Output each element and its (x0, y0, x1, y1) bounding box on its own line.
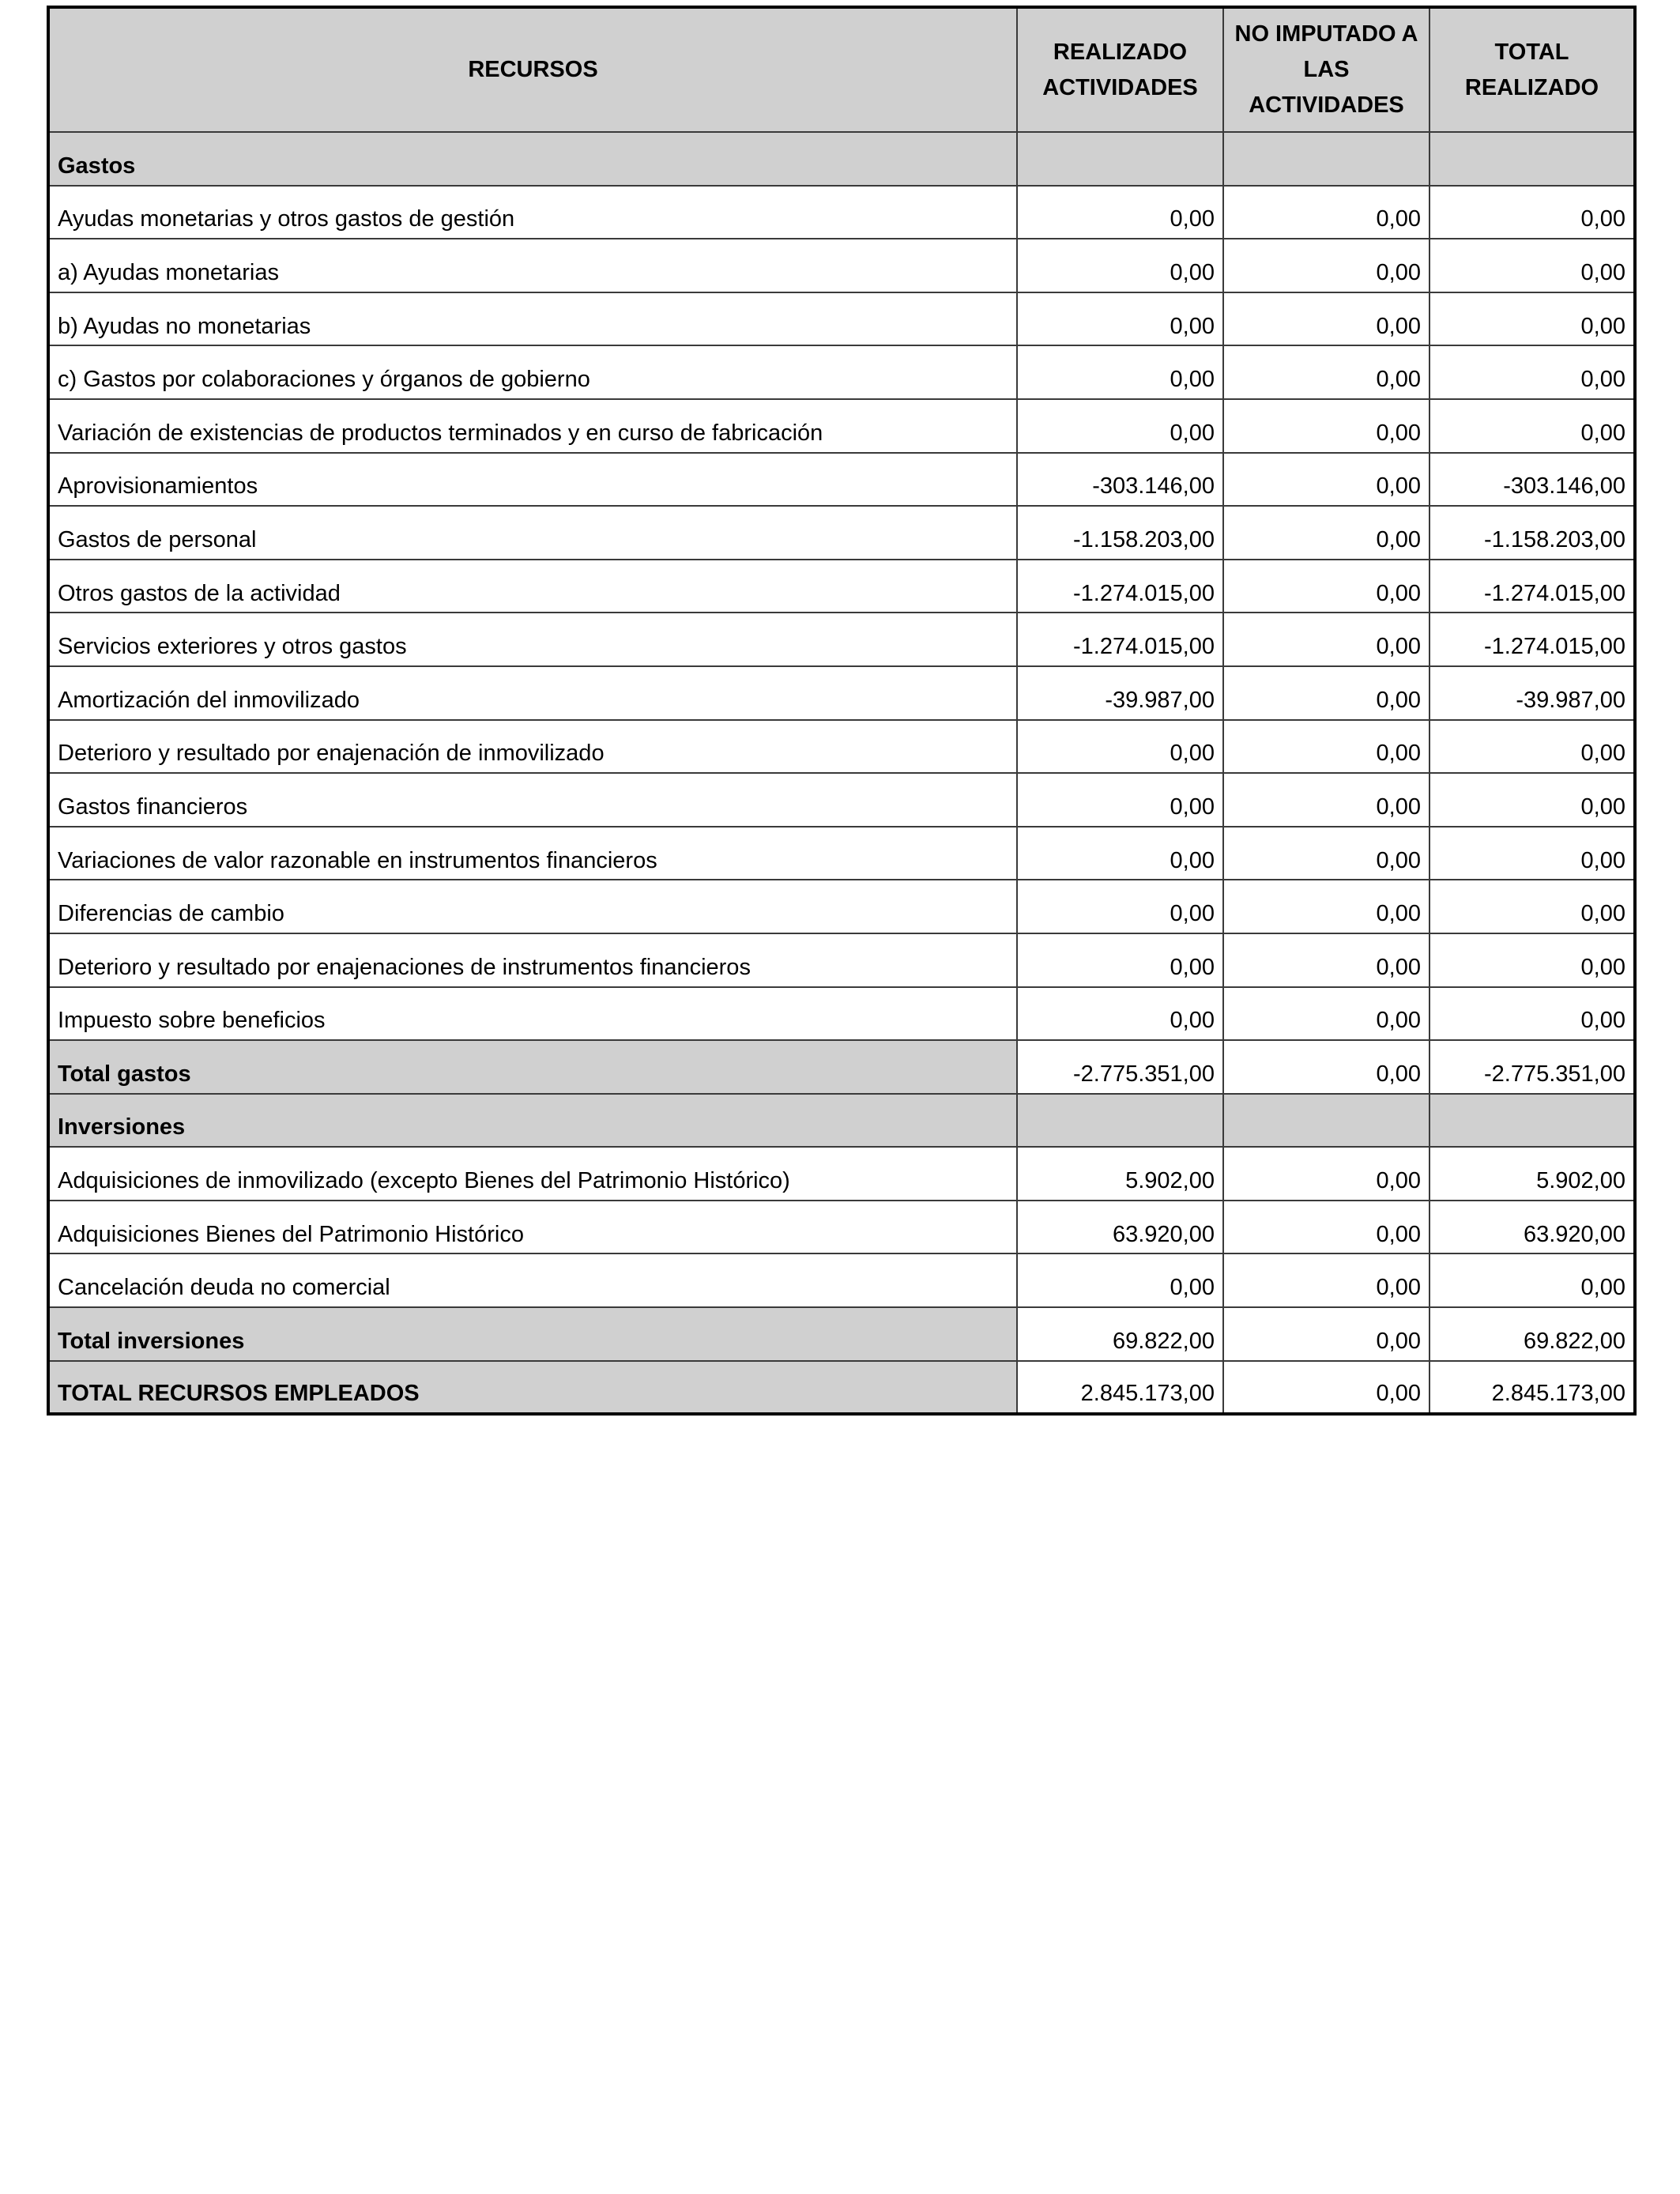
total-row-recursos-empleados (48, 1361, 1635, 1415)
cell-total: 0,00 (1430, 827, 1635, 880)
cell-no-imputado: 0,00 (1223, 1253, 1430, 1307)
table-row (48, 292, 1635, 346)
row-label: b) Ayudas no monetarias (48, 292, 1017, 346)
table-row (48, 880, 1635, 933)
table-row (48, 666, 1635, 720)
cell-no-imputado: 0,00 (1223, 345, 1430, 399)
row-label: Variación de existencias de productos terminados y en curso de fabricación (48, 399, 1017, 453)
row-label: Impuesto sobre beneficios (48, 987, 1017, 1041)
cell-realizado: 0,00 (1017, 933, 1223, 987)
cell-realizado: 0,00 (1017, 720, 1223, 774)
cell-total: 0,00 (1430, 880, 1635, 933)
row-label: Ayudas monetarias y otros gastos de gestión (48, 186, 1017, 239)
table-row (48, 239, 1635, 292)
cell-total: 0,00 (1430, 933, 1635, 987)
cell-realizado: 63.920,00 (1017, 1201, 1223, 1254)
cell-realizado (1017, 132, 1223, 186)
cell-no-imputado: 0,00 (1223, 880, 1430, 933)
table-row (48, 613, 1635, 666)
cell-no-imputado: 0,00 (1223, 1040, 1430, 1094)
table-row (48, 773, 1635, 827)
cell-realizado: 69.822,00 (1017, 1307, 1223, 1361)
section-row-gastos (48, 132, 1635, 186)
cell-total: 69.822,00 (1430, 1307, 1635, 1361)
header-row (48, 7, 1635, 132)
cell-realizado: 0,00 (1017, 880, 1223, 933)
cell-realizado: 2.845.173,00 (1017, 1361, 1223, 1415)
row-label: a) Ayudas monetarias (48, 239, 1017, 292)
cell-no-imputado: 0,00 (1223, 399, 1430, 453)
section-row-inversiones (48, 1094, 1635, 1148)
cell-total: -303.146,00 (1430, 453, 1635, 507)
row-label: Inversiones (48, 1094, 1017, 1148)
cell-no-imputado: 0,00 (1223, 1361, 1430, 1415)
row-label: Adquisiciones de inmovilizado (excepto Bienes del Patrimonio Histórico) (48, 1147, 1017, 1201)
cell-no-imputado: 0,00 (1223, 987, 1430, 1041)
header-no-imputado: NO IMPUTADO A LAS ACTIVIDADES (1223, 7, 1430, 132)
table-row (48, 720, 1635, 774)
cell-total: 0,00 (1430, 239, 1635, 292)
table-row (48, 506, 1635, 560)
row-label: Deterioro y resultado por enajenaciones de instrumentos financieros (48, 933, 1017, 987)
table-row (48, 987, 1635, 1041)
cell-no-imputado: 0,00 (1223, 933, 1430, 987)
header-total-realizado: TOTAL REALIZADO (1430, 7, 1635, 132)
cell-total (1430, 1094, 1635, 1148)
cell-total: -1.274.015,00 (1430, 560, 1635, 613)
cell-no-imputado: 0,00 (1223, 666, 1430, 720)
table-row (48, 1201, 1635, 1254)
cell-total: 0,00 (1430, 773, 1635, 827)
row-label: c) Gastos por colaboraciones y órganos de gobierno (48, 345, 1017, 399)
table-row (48, 560, 1635, 613)
cell-total: -2.775.351,00 (1430, 1040, 1635, 1094)
cell-total: 0,00 (1430, 987, 1635, 1041)
cell-no-imputado: 0,00 (1223, 239, 1430, 292)
cell-realizado: 0,00 (1017, 1253, 1223, 1307)
cell-total: 63.920,00 (1430, 1201, 1635, 1254)
row-label: Gastos (48, 132, 1017, 186)
cell-total: 0,00 (1430, 345, 1635, 399)
row-label: Aprovisionamientos (48, 453, 1017, 507)
row-label: Cancelación deuda no comercial (48, 1253, 1017, 1307)
cell-realizado (1017, 1094, 1223, 1148)
cell-no-imputado: 0,00 (1223, 560, 1430, 613)
cell-total (1430, 132, 1635, 186)
cell-no-imputado: 0,00 (1223, 506, 1430, 560)
cell-realizado: -1.274.015,00 (1017, 613, 1223, 666)
cell-total: -1.274.015,00 (1430, 613, 1635, 666)
cell-no-imputado: 0,00 (1223, 1147, 1430, 1201)
row-label: Otros gastos de la actividad (48, 560, 1017, 613)
table-row (48, 1253, 1635, 1307)
total-row-gastos (48, 1040, 1635, 1094)
row-label: Variaciones de valor razonable en instrumentos financieros (48, 827, 1017, 880)
cell-total: -1.158.203,00 (1430, 506, 1635, 560)
cell-no-imputado: 0,00 (1223, 186, 1430, 239)
cell-no-imputado: 0,00 (1223, 827, 1430, 880)
cell-total: 5.902,00 (1430, 1147, 1635, 1201)
total-row-inversiones (48, 1307, 1635, 1361)
cell-total: 0,00 (1430, 399, 1635, 453)
row-label: Diferencias de cambio (48, 880, 1017, 933)
cell-no-imputado: 0,00 (1223, 773, 1430, 827)
cell-realizado: -39.987,00 (1017, 666, 1223, 720)
cell-realizado: 0,00 (1017, 345, 1223, 399)
row-label: Gastos financieros (48, 773, 1017, 827)
table-row (48, 345, 1635, 399)
resources-table (47, 6, 1637, 1416)
row-label: Adquisiciones Bienes del Patrimonio Histórico (48, 1201, 1017, 1254)
row-label: Total inversiones (48, 1307, 1017, 1361)
cell-realizado: 0,00 (1017, 239, 1223, 292)
table-row (48, 453, 1635, 507)
cell-realizado: 5.902,00 (1017, 1147, 1223, 1201)
cell-realizado: 0,00 (1017, 186, 1223, 239)
cell-realizado: 0,00 (1017, 292, 1223, 346)
cell-no-imputado: 0,00 (1223, 1307, 1430, 1361)
table-row (48, 827, 1635, 880)
cell-total: -39.987,00 (1430, 666, 1635, 720)
table-row (48, 1147, 1635, 1201)
row-label: Gastos de personal (48, 506, 1017, 560)
cell-realizado: 0,00 (1017, 827, 1223, 880)
cell-realizado: 0,00 (1017, 987, 1223, 1041)
row-label: Amortización del inmovilizado (48, 666, 1017, 720)
cell-realizado: -303.146,00 (1017, 453, 1223, 507)
table-row (48, 399, 1635, 453)
cell-total: 0,00 (1430, 1253, 1635, 1307)
row-label: Deterioro y resultado por enajenación de inmovilizado (48, 720, 1017, 774)
cell-total: 2.845.173,00 (1430, 1361, 1635, 1415)
table-row (48, 186, 1635, 239)
cell-total: 0,00 (1430, 186, 1635, 239)
cell-realizado: -2.775.351,00 (1017, 1040, 1223, 1094)
cell-no-imputado: 0,00 (1223, 613, 1430, 666)
table-row (48, 933, 1635, 987)
cell-total: 0,00 (1430, 720, 1635, 774)
header-realizado-actividades: REALIZADO ACTIVIDADES (1017, 7, 1223, 132)
cell-realizado: -1.158.203,00 (1017, 506, 1223, 560)
cell-no-imputado (1223, 132, 1430, 186)
cell-no-imputado: 0,00 (1223, 453, 1430, 507)
cell-no-imputado: 0,00 (1223, 292, 1430, 346)
header-recursos: RECURSOS (48, 7, 1017, 132)
cell-realizado: -1.274.015,00 (1017, 560, 1223, 613)
cell-total: 0,00 (1430, 292, 1635, 346)
cell-no-imputado: 0,00 (1223, 1201, 1430, 1254)
row-label: Total gastos (48, 1040, 1017, 1094)
cell-no-imputado (1223, 1094, 1430, 1148)
row-label: Servicios exteriores y otros gastos (48, 613, 1017, 666)
cell-realizado: 0,00 (1017, 773, 1223, 827)
cell-no-imputado: 0,00 (1223, 720, 1430, 774)
cell-realizado: 0,00 (1017, 399, 1223, 453)
row-label: TOTAL RECURSOS EMPLEADOS (48, 1361, 1017, 1415)
